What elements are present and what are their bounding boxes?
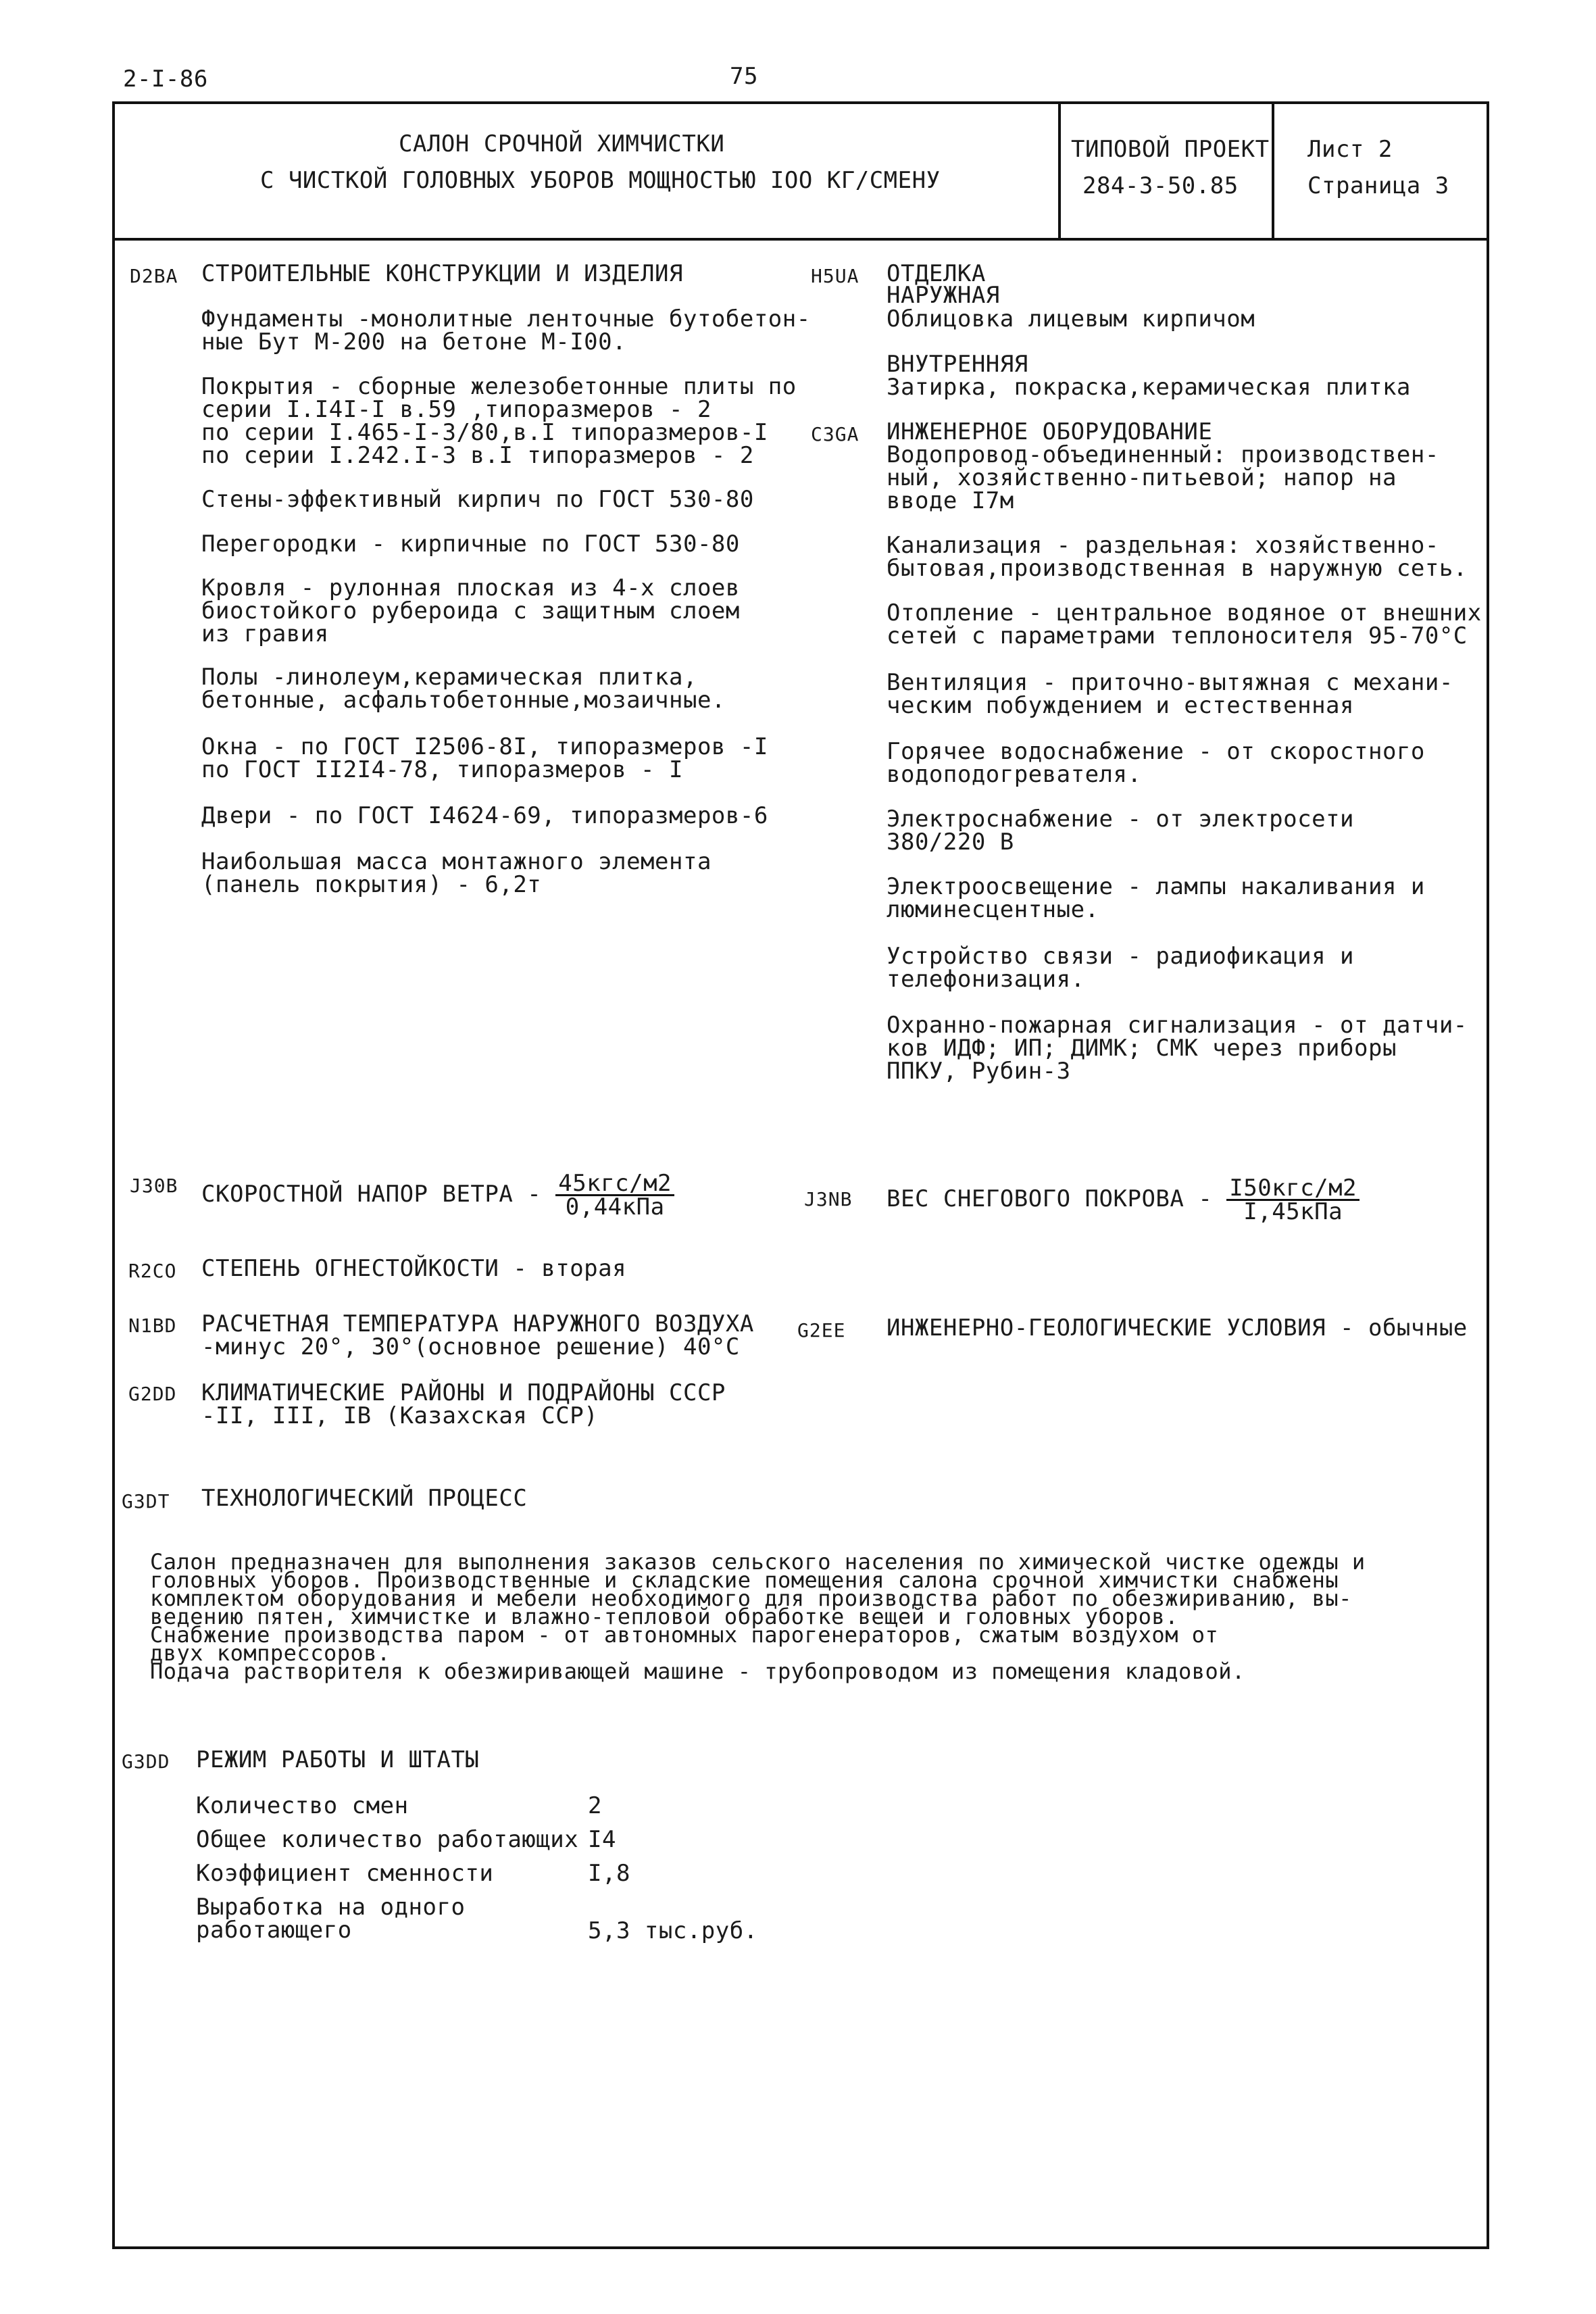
geology-conditions: ИНЖЕНЕРНО-ГЕОЛОГИЧЕСКИЕ УСЛОВИЯ - обычные (887, 1314, 1468, 1341)
snow-load (887, 1177, 1360, 1223)
wind-label: СКОРОСТНОЙ НАПОР ВЕТРА - (201, 1181, 542, 1208)
finish-outer-text: Облицовка лицевым кирпичом (887, 305, 1255, 333)
engineering-item: Электроснабжение - от электросети 380/220 В (887, 806, 1355, 856)
engineering-item: Водопровод-объединенный: производствен- ный, хозяйственно-питьевой; напор на вводе I7м (887, 441, 1439, 514)
construction-item: Покрытия - сборные железобетонные плиты по серии I.I4I-I в.59 ,типоразмеров - 2 по серии I.465-I-3/80,в.I типоразмеров-I по серии I.242.I-3 в.I типоразмеров - 2 (201, 373, 797, 469)
staff-row-label: Общее количество работающих (196, 1826, 579, 1853)
project-title-line1: САЛОН СРОЧНОЙ ХИМЧИСТКИ (399, 130, 725, 157)
construction-item: Стены-эффективный кирпич по ГОСТ 530-80 (201, 486, 754, 513)
section-code: H5UA (811, 265, 859, 287)
header-sep-1 (1058, 101, 1061, 239)
section-code: C3GA (811, 423, 859, 445)
construction-item: Кровля - рулонная плоская из 4-х слоев биостойкого рубероида с защитным слоем из гравия (201, 574, 740, 647)
wind-code: J30B (130, 1175, 178, 1197)
project-title-line2: С ЧИСТКОЙ ГОЛОВНЫХ УБОРОВ МОЩНОСТЬЮ IOO КГ/СМЕНУ (260, 167, 941, 194)
construction-item: Перегородки - кирпичные по ГОСТ 530-80 (201, 531, 740, 558)
staff-row-value: I,8 (588, 1860, 630, 1887)
engineering-item: Электроосвещение - лампы накаливания и люминесцентные. (887, 873, 1425, 923)
snow-value-kpa: I,45кПа (1243, 1198, 1343, 1225)
wind-pressure (201, 1170, 674, 1221)
construction-item: Фундаменты -монолитные ленточные бутобетон- ные Бут М-200 на бетоне М-I00. (201, 305, 811, 355)
engineering-item: Охранно-пожарная сигнализация - от датчи- ков ИДФ; ИП; ДИМК; СМК через приборы ППКУ, Рубин-3 (887, 1012, 1468, 1085)
fire-code: R2CO (128, 1260, 177, 1282)
staff-row-label: Количество смен (196, 1792, 409, 1819)
snow-code: J3NB (804, 1188, 853, 1210)
finish-inner-label: ВНУТРЕННЯЯ (887, 351, 1028, 378)
process-description: Салон предназначен для выполнения заказов сельского населения по химической чистке одежды и головных уборов. Производственные и складские помещения салона срочной химчистки снабжены комплектом оборудования и мебели необходимого для производства работ по обезжириванию, вы- ведению пятен, химчистке и влажно-тепловой обработке вещей и головных уборов. Снабжение производства паром - от автономных парогенераторов, сжатым воздухом от двух компрессоров. Подача растворителя к обезжиривающей машине - трубопроводом из помещения кладовой. (150, 1549, 1366, 1684)
section-heading-staff: РЕЖИМ РАБОТЫ И ШТАТЫ (196, 1746, 480, 1773)
page-number: 75 (730, 63, 758, 90)
header-divider (112, 238, 1489, 241)
fire-resistance: СТЕПЕНЬ ОГНЕСТОЙКОСТИ - вторая (201, 1255, 627, 1282)
page-label: Страница 3 (1307, 172, 1449, 199)
section-heading-process: ТЕХНОЛОГИЧЕСКИЙ ПРОЦЕСС (201, 1485, 528, 1512)
construction-item: Окна - по ГОСТ I2506-8I, типоразмеров -I по ГОСТ II2I4-78, типоразмеров - I (201, 733, 768, 783)
staff-code: G3DD (122, 1750, 170, 1773)
engineering-item: Канализация - раздельная: хозяйственно- бытовая,производственная в наружную сеть. (887, 532, 1468, 582)
finish-inner-text: Затирка, покраска,керамическая плитка (887, 374, 1411, 401)
section-code: D2BA (130, 265, 178, 287)
engineering-item: Отопление - центральное водяное от внешних сетей с параметрами теплоносителя 95-70°С (887, 599, 1482, 649)
staff-row-label: Коэффициент сменности (196, 1860, 494, 1887)
finish-outer-label: НАРУЖНАЯ (887, 282, 1000, 309)
snow-fraction (1226, 1177, 1360, 1223)
section-heading-engineering: ИНЖЕНЕРНОЕ ОБОРУДОВАНИЕ (887, 418, 1213, 445)
snow-label: ВЕС СНЕГОВОГО ПОКРОВА - (887, 1185, 1213, 1212)
project-type-label: ТИПОВОЙ ПРОЕКТ (1071, 136, 1270, 163)
temperature-code: N1BD (128, 1314, 177, 1337)
staff-row-value: 2 (588, 1792, 602, 1819)
wind-fraction (555, 1170, 674, 1221)
engineering-item: Устройство связи - радиофикация и телефонизация. (887, 943, 1355, 993)
construction-item: Наибольшая масса монтажного элемента (панель покрытия) - 6,2т (201, 848, 712, 898)
header-sep-2 (1272, 101, 1274, 239)
staff-row-value: 5,3 тыс.руб. (588, 1917, 758, 1944)
climate-zone-code: G2DD (128, 1383, 177, 1405)
snow-value-kgs: I50кгс/м2 (1226, 1177, 1360, 1201)
staff-row-value: I4 (588, 1826, 616, 1853)
engineering-item: Вентиляция - приточно-вытяжная с механи- ческим побуждением и естественная (887, 669, 1453, 719)
staff-row-label: Выработка на одного работающего (196, 1894, 466, 1944)
process-code: G3DT (122, 1490, 170, 1512)
engineering-item: Горячее водоснабжение - от скоростного водоподогревателя. (887, 738, 1425, 788)
construction-item: Двери - по ГОСТ I4624-69, типоразмеров-6 (201, 802, 768, 829)
sheet-label: Лист 2 (1307, 136, 1393, 163)
document-code: 2-I-86 (123, 66, 208, 93)
section-heading-finish: ОТДЕЛКА (887, 260, 986, 287)
project-number: 284-3-50.85 (1082, 172, 1239, 199)
geology-code: G2EE (797, 1319, 846, 1341)
section-heading-construction: СТРОИТЕЛЬНЫЕ КОНСТРУКЦИИ И ИЗДЕЛИЯ (201, 260, 683, 287)
construction-item: Полы -линолеум,керамическая плитка, бетонные, асфальтобетонные,мозаичные. (201, 664, 726, 714)
wind-value-kgs: 45кгс/м2 (555, 1173, 674, 1196)
climate-zones: КЛИМАТИЧЕСКИЕ РАЙОНЫ И ПОДРАЙОНЫ СССР -II, III, IВ (Казахская ССР) (201, 1379, 726, 1429)
wind-value-kpa: 0,44кПа (565, 1193, 665, 1221)
design-temperature: РАСЧЕТНАЯ ТЕМПЕРАТУРА НАРУЖНОГО ВОЗДУХА -минус 20°, 30°(основное решение) 40°С (201, 1310, 754, 1360)
